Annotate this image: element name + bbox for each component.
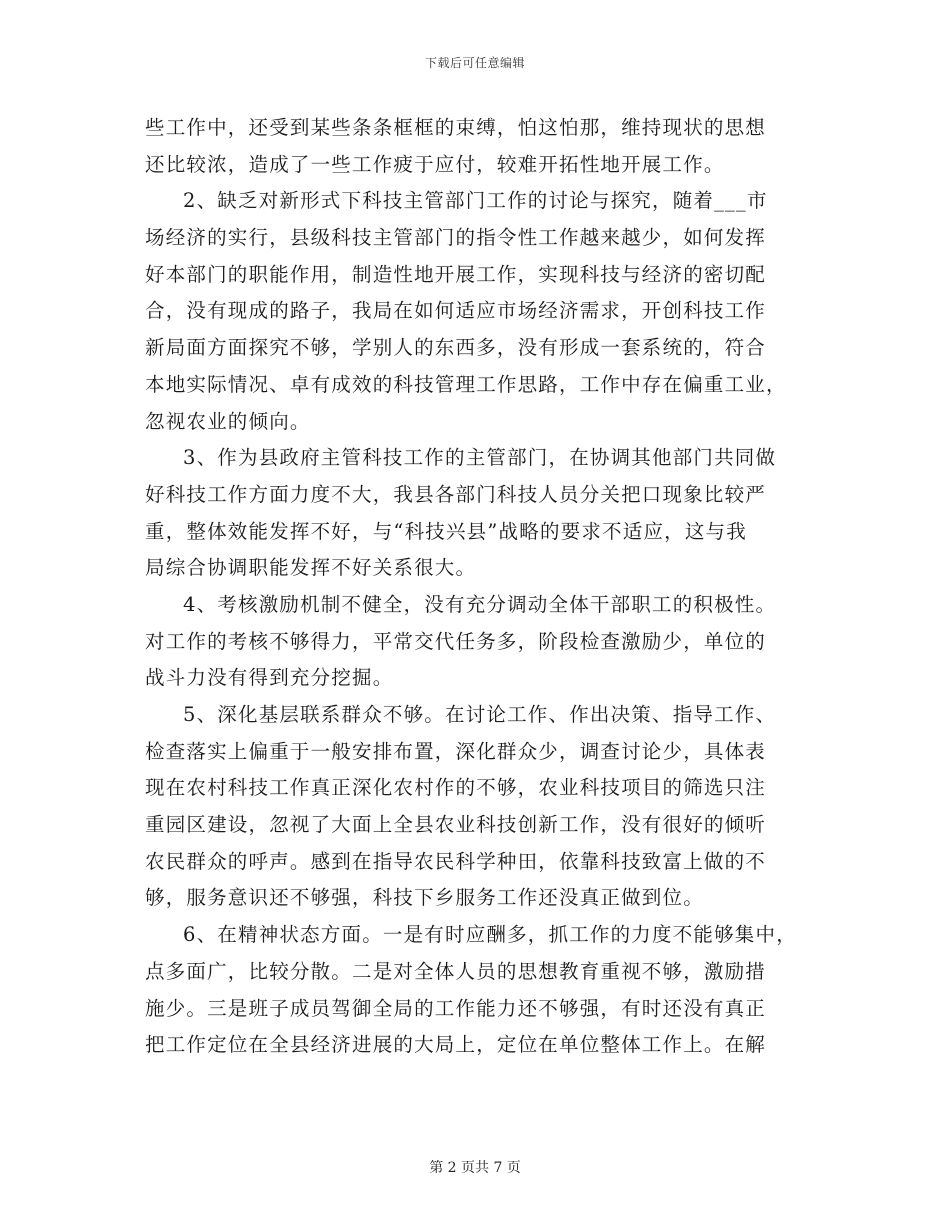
text-line: 检查落实上偏重于一般安排布置，深化群众少，调查讨论少，具体表 (145, 739, 767, 763)
text-line: 合，没有现成的路子，我局在如何适应市场经济需求，开创科技工作 (145, 299, 767, 323)
paragraph-start-line: 4、考核激励机制不健全，没有充分调动全体干部职工的积极性。 (183, 592, 777, 616)
text-line: 忽视农业的倾向。 (145, 409, 311, 433)
paragraph-start-line: 2、缺乏对新形式下科技主管部门工作的讨论与探究，随着___市 (183, 189, 768, 213)
text-line: 重园区建设，忽视了大面上全县农业科技创新工作，没有很好的倾听 (145, 813, 767, 837)
text-line: 新局面方面探究不够，学别人的东西多，没有形成一套系统的，符合 (145, 336, 767, 360)
paragraph-start-line: 6、在精神状态方面。一是有时应酬多，抓工作的力度不能够集中， (183, 923, 797, 947)
text-line: 本地实际情况、卓有成效的科技管理工作思路，工作中存在偏重工业， (145, 372, 787, 396)
text-line: 好科技工作方面力度不大，我县各部门科技人员分关把口现象比较严 (145, 482, 767, 506)
text-line: 现在农村科技工作真正深化农村作的不够，农业科技项目的筛选只注 (145, 776, 767, 800)
document-body (145, 110, 805, 1064)
text-line: 够，服务意识还不够强，科技下乡服务工作还没真正做到位。 (145, 886, 704, 910)
text-line: 重，整体效能发挥不好，与“科技兴县”战略的要求不适应，这与我 (145, 519, 747, 543)
page-header: 下载后可任意编辑 (424, 56, 525, 70)
paragraph-start-line: 5、深化基层联系群众不够。在讨论工作、作出决策、指导工作、 (183, 703, 777, 726)
text-line: 对工作的考核不够得力，平常交代任务多，阶段检查激励少，单位的 (145, 629, 767, 653)
page-number-footer: 第 2 页共 7 页 (429, 1160, 521, 1176)
text-line: 把工作定位在全县经济进展的大局上，定位在单位整体工作上。在解 (145, 1033, 767, 1057)
text-line: 些工作中，还受到某些条条框框的束缚，怕这怕那，维持现状的思想 (145, 116, 767, 139)
text-line: 好本部门的职能作用，制造性地开展工作，实现科技与经济的密切配 (145, 262, 767, 286)
text-line: 场经济的实行，县级科技主管部门的指令性工作越来越少，如何发挥 (145, 226, 767, 250)
text-line: 施少。三是班子成员驾御全局的工作能力还不够强，有时还没有真正 (145, 996, 767, 1020)
text-line: 农民群众的呼声。感到在指导农民科学种田，依靠科技致富上做的不 (145, 849, 767, 873)
text-line: 战斗力没有得到充分挖掘。 (145, 666, 394, 690)
text-line: 点多面广，比较分散。二是对全体人员的思想教育重视不够，激励措 (145, 959, 767, 983)
text-line: 局综合协调职能发挥不好关系很大。 (145, 556, 477, 580)
text-line: 还比较浓，造成了一些工作疲于应付，较难开拓性地开展工作。 (145, 152, 725, 176)
paragraph-start-line: 3、作为县政府主管科技工作的主管部门，在协调其他部门共同做 (183, 446, 777, 470)
